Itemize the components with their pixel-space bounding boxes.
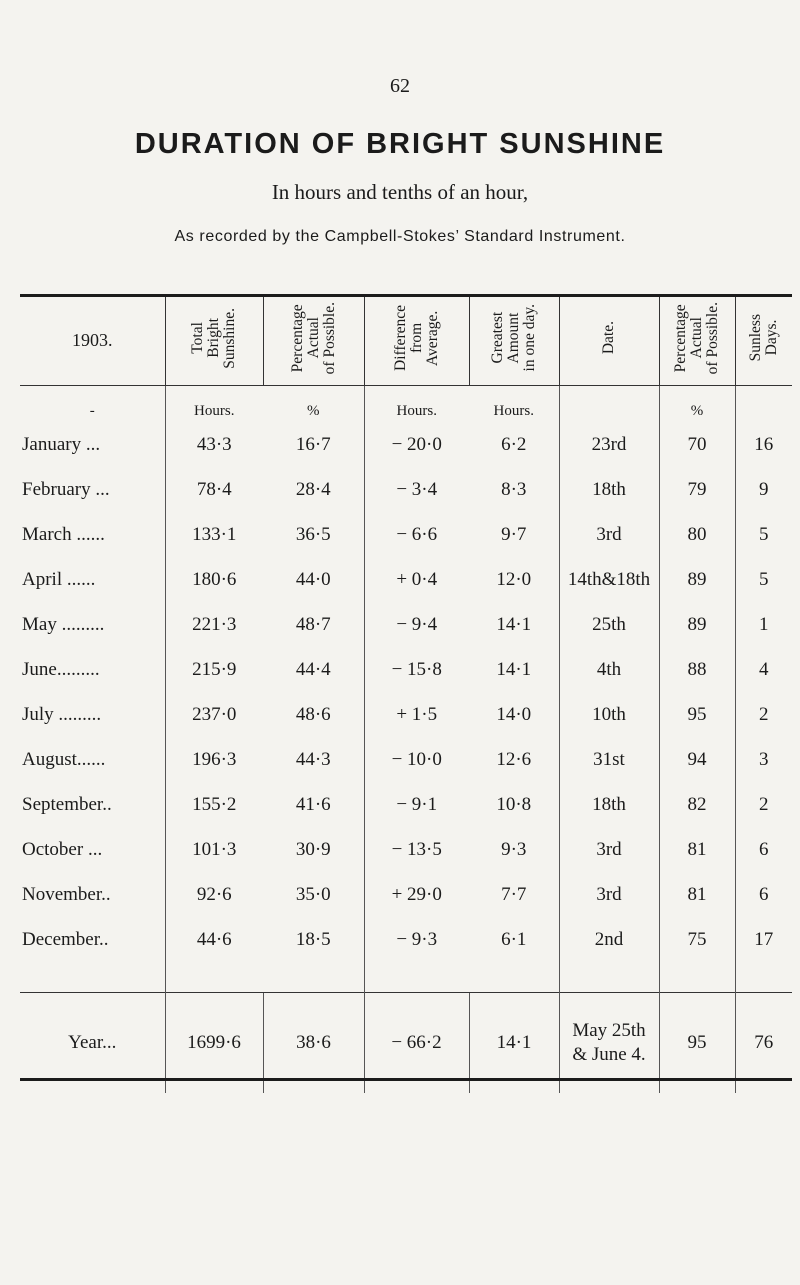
- table-row: [20, 512, 792, 557]
- cell-date: 18th: [559, 782, 659, 827]
- cell-sunless: 6: [735, 872, 792, 917]
- header-total-bright-sunshine: Total Bright Sunshine.: [165, 297, 263, 385]
- unit-cell: Hours.: [364, 386, 469, 423]
- cell-total: 43·3: [165, 422, 263, 467]
- month-label: January ...: [22, 433, 101, 455]
- table-row: [20, 782, 792, 827]
- cell-total: 78·4: [165, 467, 263, 512]
- instrument-note: As recorded by the Campbell-Stokes’ Standard Instrument.: [174, 228, 626, 245]
- header-date: Date.: [559, 297, 659, 385]
- month-label: September..: [22, 793, 112, 815]
- table-bottom-rule: [20, 1078, 792, 1081]
- cell-total: 44·6: [165, 917, 263, 962]
- cell-date: 10th: [559, 692, 659, 737]
- cell-greatest: 10·8: [496, 793, 532, 815]
- page-number: 62: [390, 75, 410, 97]
- cell-diff: − 66·2: [364, 993, 469, 1093]
- cell-sunless: 2: [735, 782, 792, 827]
- table-row: [20, 737, 792, 782]
- year-date-line-1: May 25th: [572, 1020, 646, 1041]
- cell-date: 2nd: [559, 917, 659, 962]
- cell-greatest: 14·1: [496, 613, 532, 635]
- cell-greatest: 14·1: [469, 993, 559, 1093]
- cell-greatest: 6·2: [501, 433, 527, 455]
- cell-total: 215·9: [165, 647, 263, 692]
- unit-cell: -: [89, 403, 95, 419]
- month-label: April ......: [22, 568, 96, 590]
- year-label: Year...: [68, 1032, 117, 1053]
- cell-diff: − 3·4: [364, 467, 469, 512]
- cell-pct2: 89: [659, 557, 735, 602]
- table-row: [20, 872, 792, 917]
- units-row: [20, 386, 792, 423]
- cell-sunless: 5: [735, 557, 792, 602]
- cell-pct: 41·6: [295, 793, 331, 815]
- cell-pct2: 94: [659, 737, 735, 782]
- unit-cell: [559, 386, 659, 423]
- cell-date: 14th&18th: [559, 557, 659, 602]
- cell-greatest: 12·0: [496, 568, 532, 590]
- table-row: [20, 692, 792, 737]
- cell-pct2: 89: [659, 602, 735, 647]
- subtitle: In hours and tenths of an hour,: [271, 180, 529, 204]
- unit-cell: Hours.: [493, 403, 534, 419]
- cell-pct2: 88: [659, 647, 735, 692]
- table-row: [20, 647, 792, 692]
- cell-total: 92·6: [165, 872, 263, 917]
- cell-greatest: 6·1: [501, 928, 527, 950]
- unit-cell: Hours.: [165, 386, 263, 423]
- cell-pct: 35·0: [295, 883, 331, 905]
- month-label: October ...: [22, 838, 103, 860]
- cell-diff: − 9·1: [364, 782, 469, 827]
- cell-total: 133·1: [165, 512, 263, 557]
- month-label: August......: [22, 748, 106, 770]
- table-row: [20, 602, 792, 647]
- cell-greatest: 12·6: [496, 748, 532, 770]
- cell-total: 1699·6: [165, 993, 263, 1093]
- cell-date: 4th: [559, 647, 659, 692]
- header-difference-from-average: Difference from Average.: [364, 297, 469, 385]
- cell-total: 155·2: [165, 782, 263, 827]
- cell-date: 31st: [559, 737, 659, 782]
- cell-pct: 30·9: [295, 838, 331, 860]
- cell-total: 180·6: [165, 557, 263, 602]
- cell-diff: − 9·4: [364, 602, 469, 647]
- cell-pct2: 80: [659, 512, 735, 557]
- cell-pct: 44·4: [295, 658, 331, 680]
- cell-diff: − 10·0: [364, 737, 469, 782]
- cell-sunless: 76: [735, 993, 792, 1093]
- cell-pct: 44·0: [295, 568, 331, 590]
- cell-pct: 38·6: [263, 993, 364, 1093]
- cell-date: 23rd: [559, 422, 659, 467]
- month-label: February ...: [22, 478, 110, 500]
- cell-pct2: 95: [659, 993, 735, 1093]
- table-row: [20, 557, 792, 602]
- cell-greatest: 7·7: [501, 883, 527, 905]
- month-label: July .........: [22, 703, 102, 725]
- month-label: June.........: [22, 658, 100, 680]
- cell-diff: + 29·0: [364, 872, 469, 917]
- table-row: [20, 467, 792, 512]
- year-header: 1903.: [72, 330, 113, 350]
- cell-total: 101·3: [165, 827, 263, 872]
- unit-cell: %: [659, 386, 735, 423]
- cell-sunless: 9: [735, 467, 792, 512]
- spacer-row: [20, 962, 792, 993]
- cell-greatest: 9·7: [501, 523, 527, 545]
- cell-greatest: 14·0: [496, 703, 532, 725]
- sunshine-table-wrapper: [20, 297, 792, 1093]
- cell-total: 196·3: [165, 737, 263, 782]
- cell-sunless: 1: [735, 602, 792, 647]
- cell-pct: 48·6: [295, 703, 331, 725]
- cell-pct2: 70: [659, 422, 735, 467]
- table-row: [20, 422, 792, 467]
- page-title: DURATION OF BRIGHT SUNSHINE: [134, 128, 666, 160]
- cell-sunless: 3: [735, 737, 792, 782]
- cell-diff: − 13·5: [364, 827, 469, 872]
- cell-diff: − 9·3: [364, 917, 469, 962]
- cell-greatest: 14·1: [496, 658, 532, 680]
- cell-pct: 36·5: [295, 523, 331, 545]
- cell-greatest: 8·3: [501, 478, 527, 500]
- unit-cell: [735, 386, 792, 423]
- cell-diff: − 6·6: [364, 512, 469, 557]
- month-label: December..: [22, 928, 109, 950]
- cell-sunless: 16: [735, 422, 792, 467]
- header-greatest-amount: Greatest Amount in one day.: [469, 297, 559, 385]
- cell-total: 237·0: [165, 692, 263, 737]
- cell-sunless: 5: [735, 512, 792, 557]
- month-label: May .........: [22, 613, 105, 635]
- cell-sunless: 17: [735, 917, 792, 962]
- table-row: [20, 917, 792, 962]
- cell-diff: − 20·0: [364, 422, 469, 467]
- cell-diff: + 1·5: [364, 692, 469, 737]
- cell-date: 3rd: [559, 827, 659, 872]
- cell-pct: 48·7: [295, 613, 331, 635]
- cell-diff: + 0·4: [364, 557, 469, 602]
- header-row: [20, 297, 792, 385]
- cell-pct: 28·4: [295, 478, 331, 500]
- cell-pct2: 81: [659, 827, 735, 872]
- unit-cell: %: [307, 403, 320, 419]
- cell-pct: 18·5: [295, 928, 331, 950]
- cell-pct: 44·3: [295, 748, 331, 770]
- cell-date: 3rd: [559, 872, 659, 917]
- table-row: [20, 827, 792, 872]
- cell-diff: − 15·8: [364, 647, 469, 692]
- cell-pct2: 79: [659, 467, 735, 512]
- header-sunless-days: Sunless Days.: [735, 297, 792, 385]
- cell-pct2: 75: [659, 917, 735, 962]
- cell-pct2: 82: [659, 782, 735, 827]
- year-date-line-2: & June 4.: [572, 1044, 646, 1065]
- cell-date: 25th: [559, 602, 659, 647]
- month-label: November..: [22, 883, 111, 905]
- cell-sunless: 4: [735, 647, 792, 692]
- header-percentage-actual-2: Percentage Actual of Possible.: [659, 297, 735, 385]
- cell-pct2: 95: [659, 692, 735, 737]
- cell-date: 3rd: [559, 512, 659, 557]
- cell-greatest: 9·3: [501, 838, 527, 860]
- cell-total: 221·3: [165, 602, 263, 647]
- header-percentage-actual: Percentage Actual of Possible.: [263, 297, 364, 385]
- month-label: March ......: [22, 523, 105, 545]
- cell-pct: 16·7: [295, 433, 331, 455]
- cell-pct2: 81: [659, 872, 735, 917]
- cell-sunless: 6: [735, 827, 792, 872]
- sunshine-table: [20, 297, 792, 1093]
- cell-date: 18th: [559, 467, 659, 512]
- cell-sunless: 2: [735, 692, 792, 737]
